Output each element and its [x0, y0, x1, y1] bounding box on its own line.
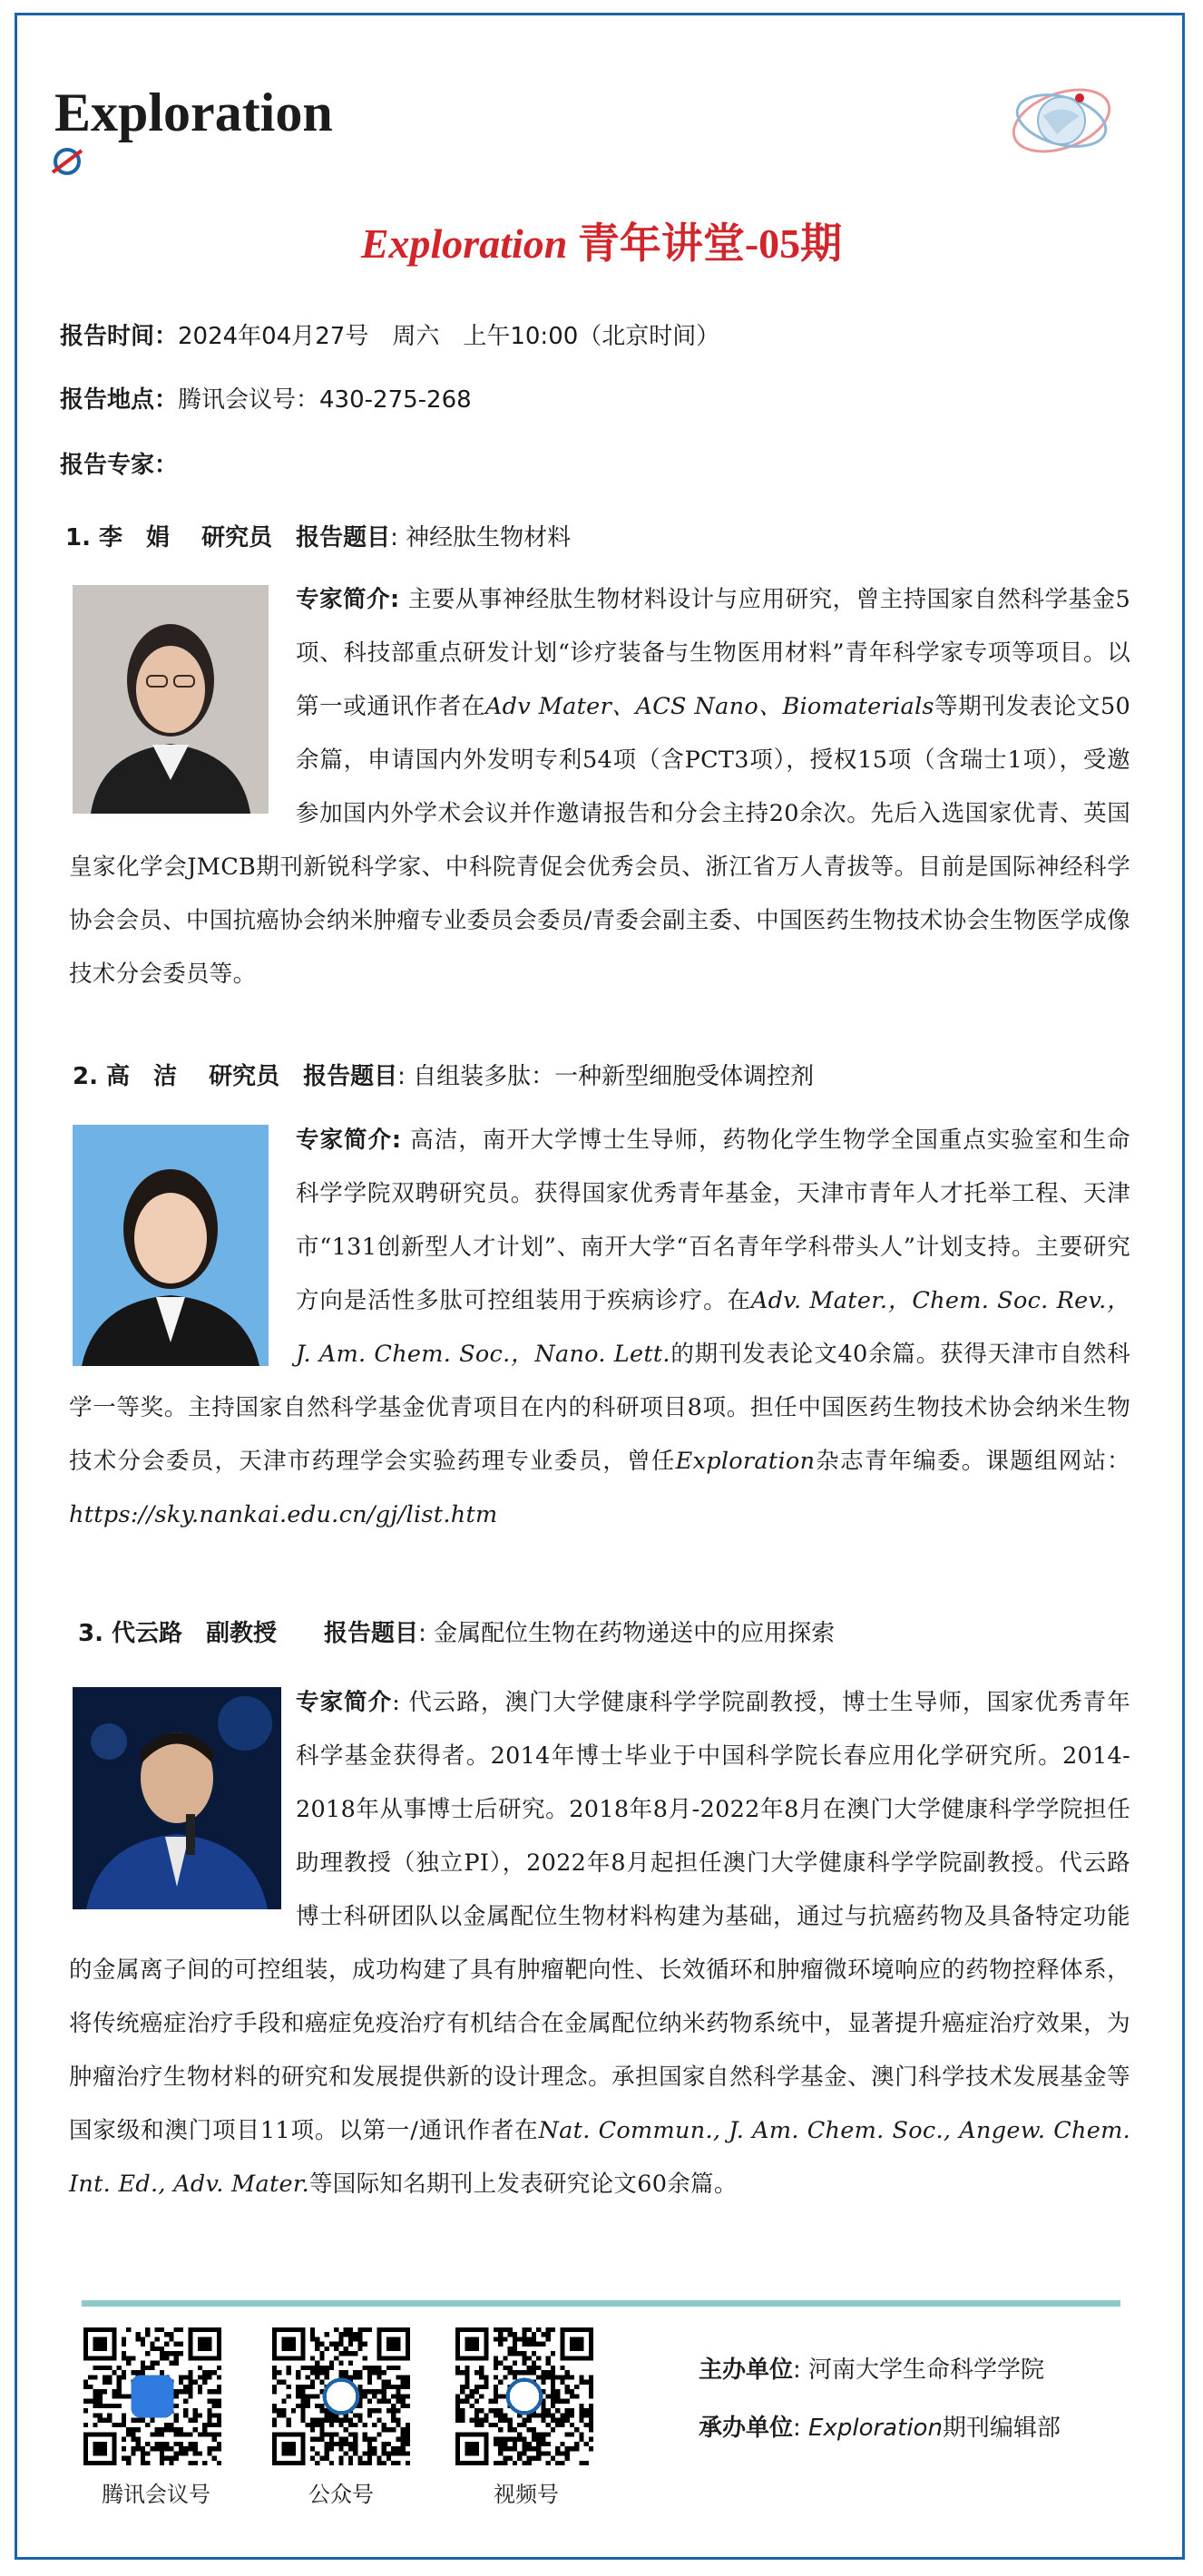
expert-3-heading: 3. 代云路 副教授 报告题目: 金属配位生物在药物递送中的应用探索: [78, 1620, 836, 1647]
time-value: 2024年04月27号 周六 上午10:00（北京时间）: [178, 323, 720, 350]
experts-label: 报告专家：: [60, 452, 179, 479]
expert-3-bio: 专家简介: 代云路，澳门大学健康科学学院副教授，博士生导师，国家优秀青年科学基金获得者。2014年博士毕业于中国科学院长春应用化学研究所。2014-2018年从事博士后研究。2018年8月-2022年8月在澳门大学健康科学学院担任助理教授（独立PI），2022年8月起担任澳门大学健康科学学院副教授。代云路博士科研团队以金属配位生物材料构建为基础，通过与抗癌药物及具备特定功能的金属离子间的可控组装，成功构建了具有肿瘤靶向性、长效循环和肿瘤微环境响应的药物控释体系，将传统癌症治疗手段和癌症免疫治疗有机结合在金属配位纳米药物系统中，显著提升癌症治疗效果，为肿瘤治疗生物材料的研究和发展提供新的设计理念。承担国家自然科学基金、澳门科学技术发展基金等国家级和澳门项目11项。以第一/通讯作者在Nat. Commun., J. Am. Chem. Soc., Angew. Chem. Int. Ed., Adv. Mater.等国际知名期刊上发表研究论文60余篇。: [69, 1689, 1130, 2198]
lab-website-link[interactable]: https://sky.nankai.edu.cn/gj/list.htm: [69, 1501, 498, 1528]
tencent-meeting-qr-icon[interactable]: [83, 2327, 221, 2465]
footer-divider: [82, 2300, 1120, 2307]
expert-2-heading: 2. 高 洁 研究员 报告题目: 自组装多肽：一种新型细胞受体调控剂: [73, 1063, 815, 1090]
page-title: Exploration 青年讲堂-05期: [360, 220, 843, 267]
place-row: [60, 381, 472, 415]
globe-icon: [49, 143, 85, 180]
qr-label-meeting: 腾讯会议号: [102, 2482, 210, 2507]
expert-1-heading: 1. 李 娟 研究员 报告题目: 神经肽生物材料: [65, 524, 572, 551]
host-row: 主办单位: 河南大学生命科学学院: [699, 2356, 1045, 2384]
qr-label-video: 视频号: [494, 2482, 559, 2507]
time-row: [60, 317, 719, 351]
expert-2-bio: 专家简介: 高洁，南开大学博士生导师，药物化学生物学全国重点实验室和生命科学学院双聘研究员。获得国家优秀青年基金，天津市青年人才托举工程、天津市“131创新型人才计划”、南开大学“百名青年学科带头人”计划支持。主要研究方向是活性多肽可控组装用于疾病诊疗。在Adv. Mater.，Chem. Soc. Rev.，J. Am. Chem. Soc.，Nano. Lett.的期刊发表论文40余篇。获得天津市自然科学一等奖。主持国家自然科学基金优青项目在内的科研项目8项。担任中国医药生物技术协会纳米生物技术分会委员，天津市药理学会实验药理专业委员，曾任Exploration杂志青年编委。课题组网站：https://sky.nankai.edu.cn/gj/list.htm: [69, 1127, 1131, 1528]
qr-label-account: 公众号: [308, 2482, 374, 2507]
time-label: 报告时间：: [60, 323, 179, 350]
place-value: 腾讯会议号：430-275-268: [178, 386, 472, 414]
organizer-row: 承办单位: Exploration期刊编辑部: [699, 2415, 1061, 2442]
expert-1-bio: 专家简介: 主要从事神经肽生物材料设计与应用研究，曾主持国家自然科学基金5项、科技部重点研发计划“诊疗装备与生物医用材料”青年科学家专项等项目。以第一或通讯作者在Adv Mater、ACS Nano、Biomaterials等期刊发表论文50余篇，申请国内外发明专利54项（含PCT3项），授权15项（含瑞士1项），受邀参加国内外学术会议并作邀请报告和分会主持20余次。先后入选国家优青、英国皇家化学会JMCB期刊新锐科学家、中科院青促会优秀会员、浙江省万人青拔等。目前是国际神经科学协会会员、中国抗癌协会纳米肿瘤专业委员会委员/青委会副主委、中国医药生物技术协会生物医学成像技术分会委员等。: [69, 586, 1131, 988]
exploration-logo: [54, 82, 333, 144]
exploration-emblem-icon: [1002, 71, 1120, 171]
video-channel-qr-icon[interactable]: [455, 2327, 593, 2465]
logo-text: Exploration: [54, 83, 333, 142]
place-label: 报告地点：: [60, 386, 179, 414]
wechat-account-qr-icon[interactable]: [272, 2327, 410, 2465]
